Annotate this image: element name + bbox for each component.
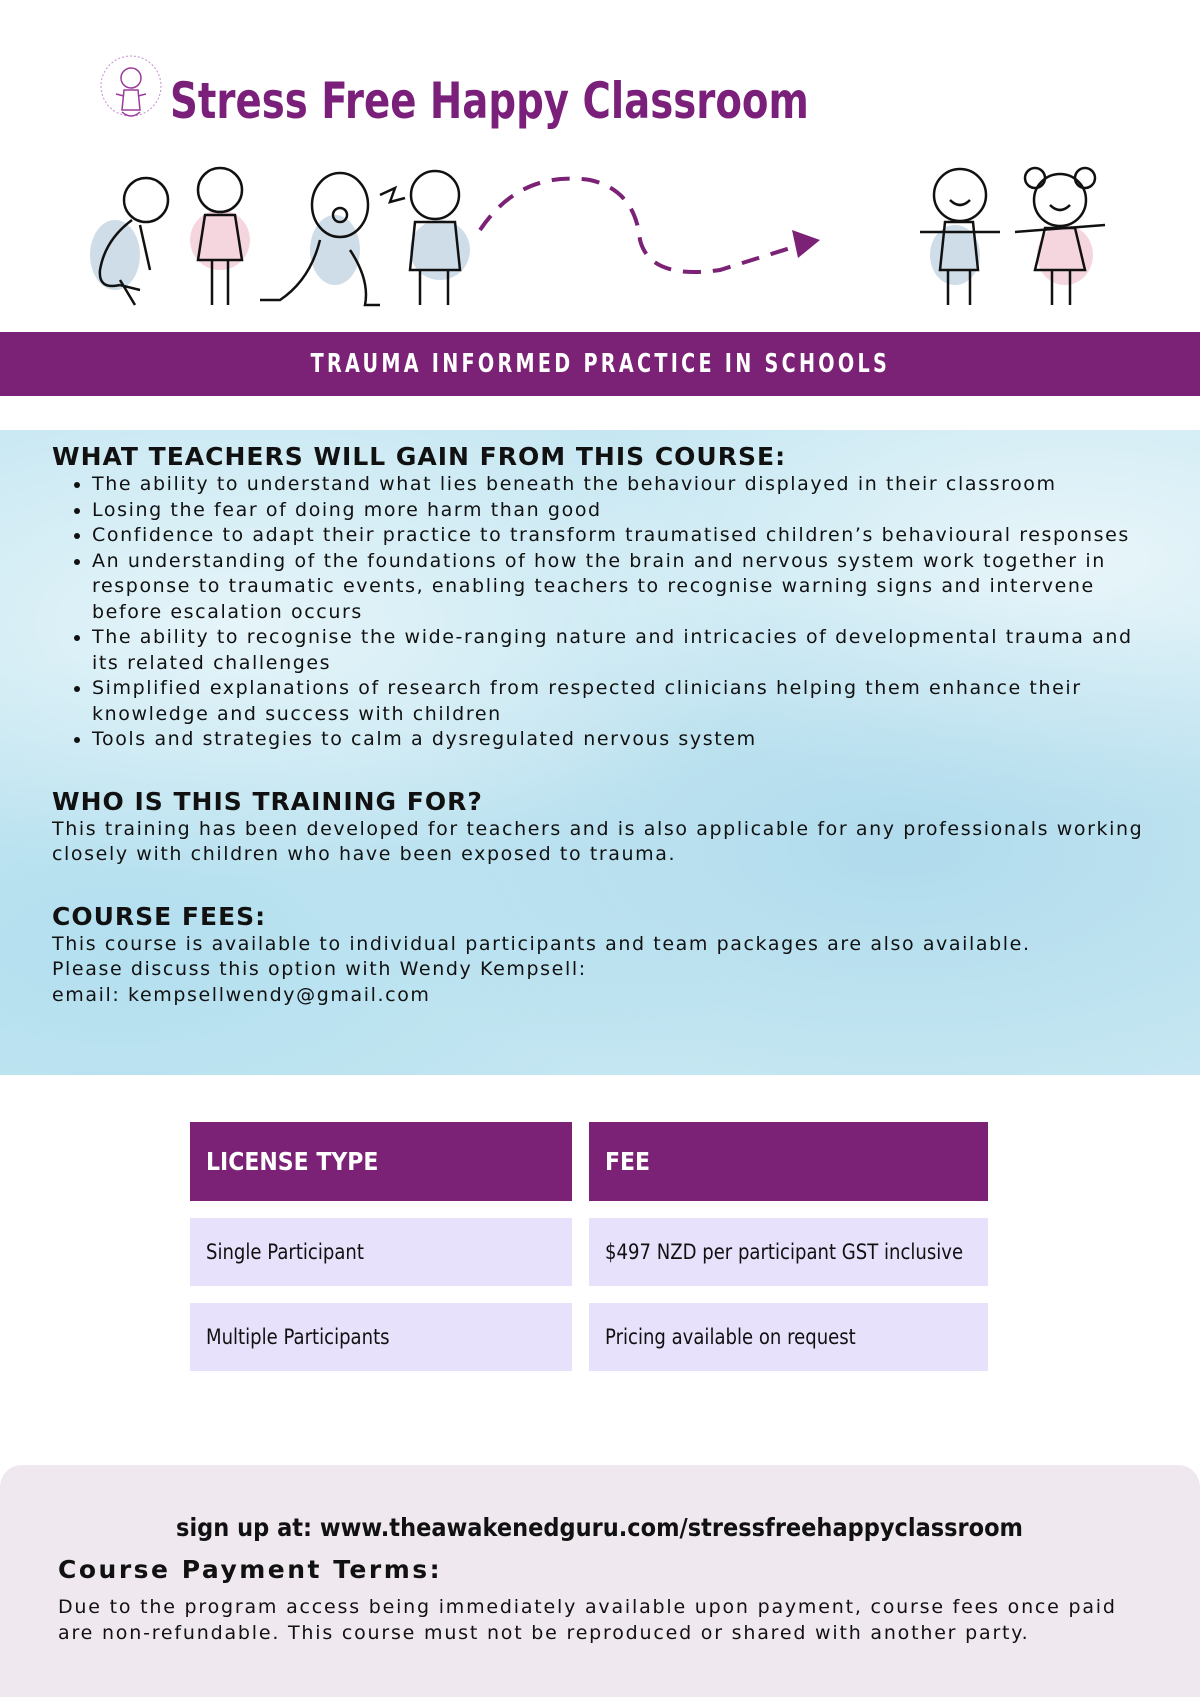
scared-child-figure <box>260 173 380 305</box>
children-illustration <box>80 160 1130 330</box>
gains-heading: WHAT TEACHERS WILL GAIN FROM THIS COURSE: <box>52 442 787 471</box>
fees-line-2: Please discuss this option with Wendy Kempsell: <box>52 958 587 980</box>
license-type-header: LICENSE TYPE <box>190 1122 572 1201</box>
payment-terms-heading: Course Payment Terms: <box>58 1555 443 1584</box>
table-header-row <box>190 1122 988 1201</box>
list-item: • The ability to understand what lies beneath the behaviour displayed in their classroom <box>92 472 1162 498</box>
table-row <box>190 1218 988 1286</box>
fee-header: FEE <box>589 1122 988 1201</box>
angry-child-figure <box>380 171 470 305</box>
list-item: • The ability to recognise the wide-ranging nature and intricacies of developmental trauma and its related challenges <box>92 625 1162 676</box>
list-item: • Losing the fear of doing more harm than good <box>92 498 1162 524</box>
footer-panel <box>0 1465 1200 1697</box>
list-item: • Simplified explanations of research from respected clinicians helping them enhance their knowledge and success with children <box>92 676 1162 727</box>
fees-heading: COURSE FEES: <box>52 901 267 931</box>
header <box>0 0 1200 330</box>
fee-cell: Pricing available on request <box>589 1303 988 1371</box>
audience-heading: WHO IS THIS TRAINING FOR? <box>52 786 483 816</box>
happy-boy-figure <box>920 169 1000 305</box>
banner-text: TRAUMA INFORMED PRACTICE IN SCHOOLS <box>310 349 890 379</box>
fees-line-1: This course is available to individual participants and team packages are also available. <box>52 932 1031 955</box>
arrow-head-icon <box>792 230 820 258</box>
course-title-banner <box>0 332 1200 396</box>
course-info-section <box>0 430 1200 1075</box>
fee-cell: $497 NZD per participant GST inclusive <box>589 1218 988 1286</box>
logo-icon <box>96 50 166 135</box>
contact-email[interactable]: email: kempsellwendy@gmail.com <box>52 983 431 1006</box>
sad-child-figure <box>90 178 168 305</box>
dashed-arrow <box>480 179 800 272</box>
list-item: • Confidence to adapt their practice to transform traumatised children’s behavioural responses <box>92 523 1162 549</box>
audience-text: This training has been developed for teachers and is also applicable for any professionals working closely with children who have been exposed to trauma. <box>52 817 1144 865</box>
license-type-cell: Single Participant <box>190 1218 572 1286</box>
license-type-cell: Multiple Participants <box>190 1303 572 1371</box>
signup-link[interactable]: sign up at: www.theawakenedguru.com/stressfreehappyclassroom <box>176 1513 1024 1542</box>
brand-title: Stress Free Happy Classroom <box>170 72 809 130</box>
payment-terms-text: Due to the program access being immediately available upon payment, course fees once paid are non-refundable. This course must not be reproduced or shared with another party. <box>58 1596 1117 1644</box>
sad-girl-figure <box>190 168 250 305</box>
list-item: • An understanding of the foundations of how the brain and nervous system work together in response to traumatic events, enabling teachers to recognise warning signs and intervene before escalation occurs <box>92 549 1162 626</box>
license-fee-table <box>190 1122 988 1371</box>
list-item: • Tools and strategies to calm a dysregulated nervous system <box>92 727 1162 753</box>
table-row <box>190 1303 988 1371</box>
gains-list <box>52 472 1162 753</box>
happy-girl-figure <box>1015 168 1105 305</box>
